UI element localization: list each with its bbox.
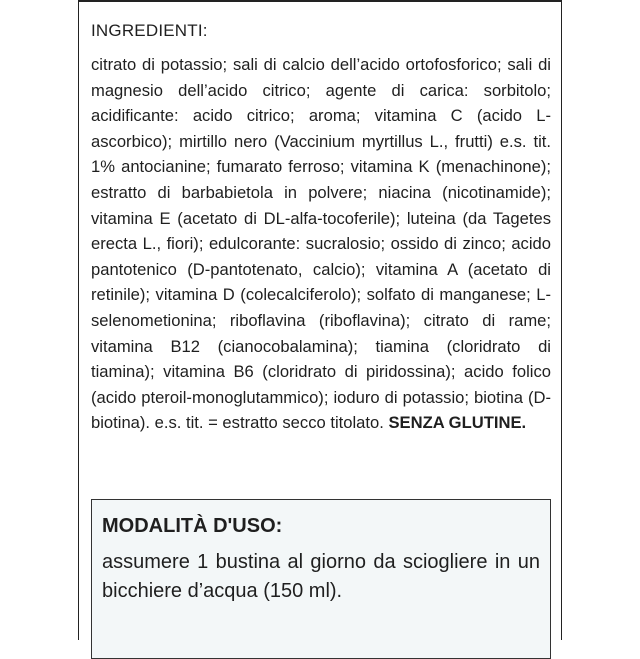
usage-box	[91, 499, 551, 659]
label-panel	[78, 0, 562, 640]
usage-text: assumere 1 bustina al giorno da sciogliere in un bicchiere d’acqua (150 ml).	[102, 551, 540, 602]
gluten-free-label: SENZA GLUTINE.	[388, 413, 527, 433]
usage-heading: MODALITÀ D'USO:	[102, 515, 283, 537]
ingredients-text	[91, 52, 551, 436]
ingredients-list: citrato di potassio; sali di calcio dell’acido ortofosforico; sali di magnesio dell’acido citrico; agente di carica: sorbitolo; acidificante: acido citrico; aroma; vitamina C (acido L-ascorbico); mirtillo nero (Vaccinium myrtillus L., frutti) e.s. tit. 1% antocianine; fumarato ferroso; vitamina K (menachinone); estratto di barbabietola in polvere; niacina (nicotinamide); vitamina E (acetato di DL-alfa-tocoferile); luteina (da Tagetes erecta L., fiori); edulcorante: sucralosio; ossido di zinco; acido pantotenico (D-pantotenato, calcio); vitamina A (acetato di retinile); vitamina D (colecalciferolo); solfato di manganese; L-selenometionina; riboflavina (riboflavina); citrato di rame; vitamina B12 (cianocobalamina); tiamina (cloridrato di tiamina); vitamina B6 (cloridrato di piridossina); acido folico (acido pteroil-monoglutammico); ioduro di potassio; biotina (D-biotina). e.s. tit. = estratto secco titolato.	[91, 55, 551, 433]
top-rule	[79, 0, 561, 2]
ingredients-heading: INGREDIENTI:	[91, 21, 208, 40]
ingredients-section	[91, 20, 551, 436]
